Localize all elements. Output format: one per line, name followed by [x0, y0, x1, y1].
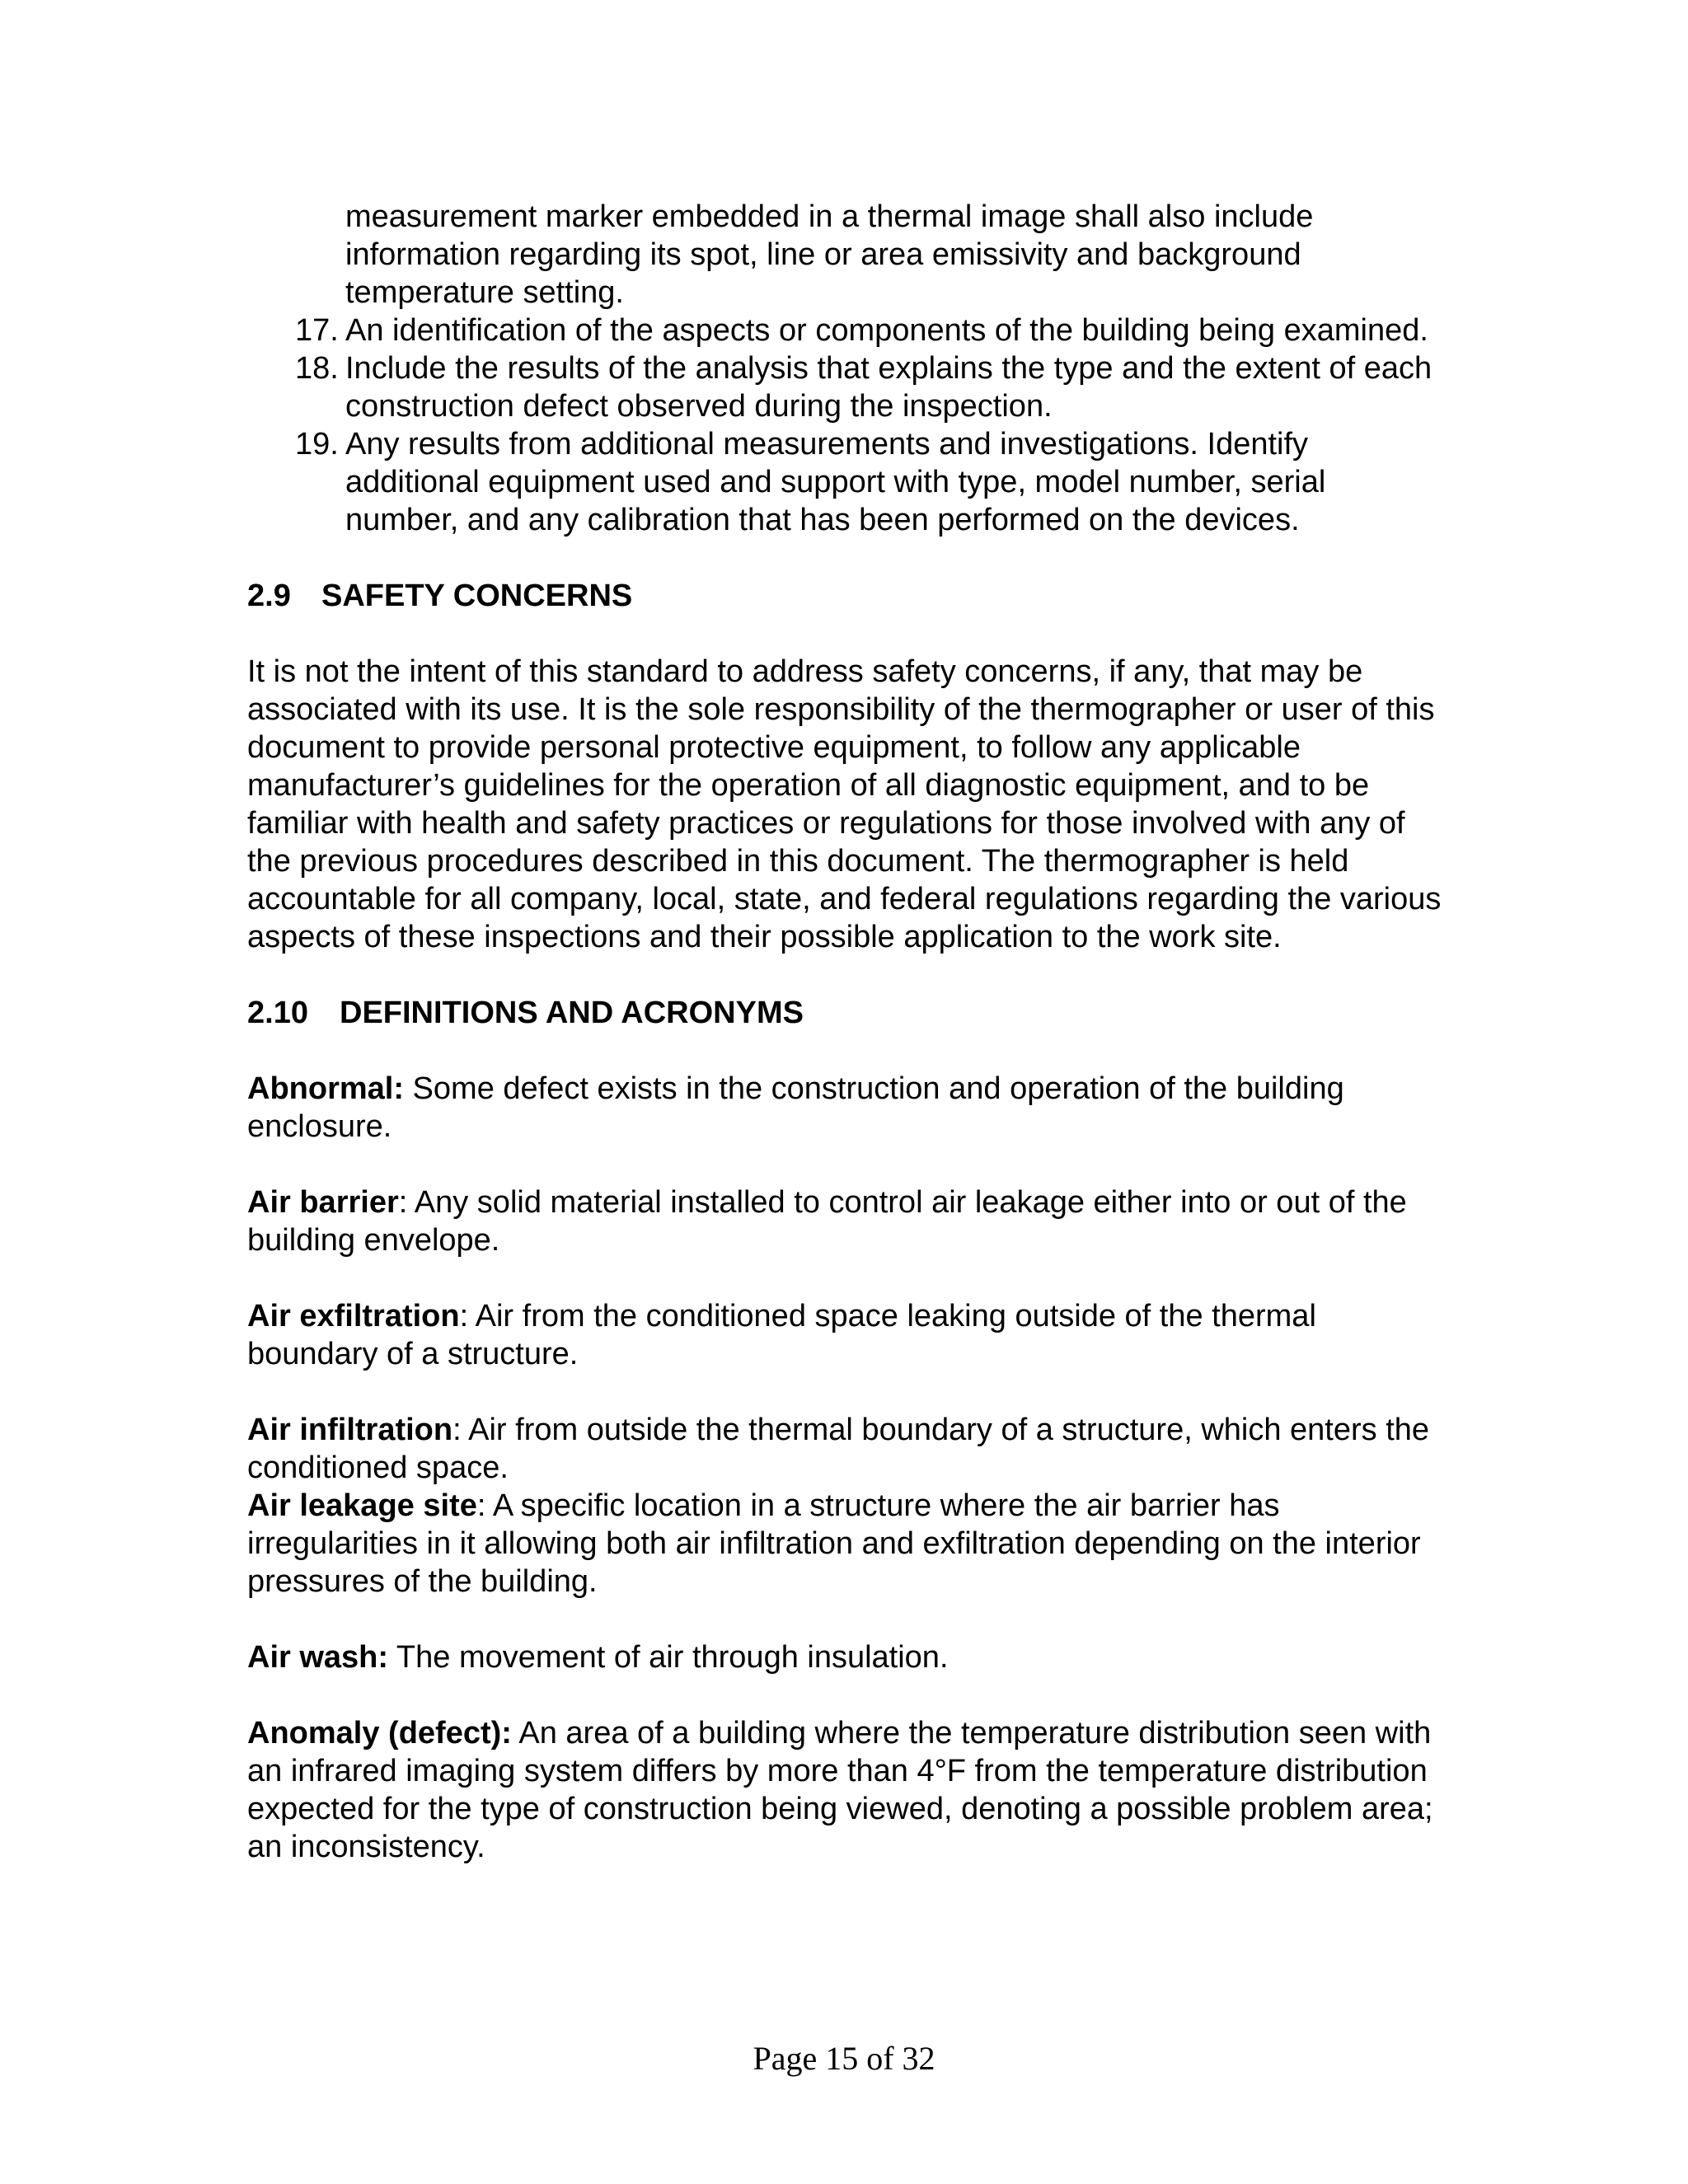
list-item-text: Any results from additional measurements and investigations. Identify additional equipment used and support with type, model number, serial number, and any calibration that has been performed on the devices.: [345, 427, 1326, 537]
definition-separator: :: [398, 1185, 408, 1220]
definition-air-exfiltration: [247, 1297, 1442, 1373]
continuation-paragraph: measurement marker embedded in a thermal image shall also include information regarding its spot, line or area emissivity and background temperature setting.: [345, 199, 1314, 310]
definition-term: Air leakage site: [247, 1488, 477, 1523]
list-item-text: An identification of the aspects or components of the building being examined.: [345, 313, 1428, 348]
definition-air-leakage-site: [247, 1487, 1442, 1601]
list-item-number: 17.: [295, 313, 339, 348]
definition-air-barrier: [247, 1183, 1442, 1259]
definition-term: Air exfiltration: [247, 1299, 460, 1333]
definition-term: Anomaly (defect):: [247, 1716, 512, 1750]
definition-text: The movement of air through insulation.: [388, 1640, 949, 1675]
definition-text: An area of a building where the temperature distribution seen with an infrared imaging system differs by more than 4°F from the temperature distribution expected for the type of construction being viewed, denoting a possible problem area; an inconsistency.: [247, 1716, 1433, 1864]
definition-term: Air barrier: [247, 1185, 399, 1220]
definition-separator: :: [476, 1488, 486, 1523]
definition-separator: :: [459, 1299, 469, 1333]
list-item: [247, 425, 1442, 539]
definition-text: A specific location in a structure where the air barrier has irregularities in it allowing both air infiltration and exfiltration depending on the interior pressures of the building.: [247, 1488, 1421, 1599]
section-heading-definitions: [247, 994, 1442, 1032]
definition-text: Some defect exists in the construction and operation of the building enclosure.: [247, 1071, 1344, 1144]
definition-abnormal: [247, 1070, 1442, 1146]
definition-separator: :: [452, 1413, 462, 1447]
definition-air-wash: [247, 1638, 1442, 1676]
definition-text: Any solid material installed to control air leakage either into or out of the building envelope.: [247, 1185, 1407, 1258]
definition-term: Air infiltration: [247, 1413, 453, 1447]
section-number: 2.10: [247, 996, 308, 1030]
list-item-number: 19.: [295, 427, 339, 462]
definition-air-infiltration: [247, 1411, 1442, 1487]
list-item-text: Include the results of the analysis that explains the type and the extent of each construction defect observed during the inspection.: [345, 351, 1432, 424]
page-content: [247, 198, 1442, 1904]
definition-anomaly: [247, 1714, 1442, 1866]
list-item: [247, 349, 1442, 425]
list-item-number: 18.: [295, 351, 339, 386]
page-number-footer: Page 15 of 32: [753, 2040, 935, 2077]
definition-term: Abnormal:: [247, 1071, 404, 1106]
list-item: [247, 312, 1442, 349]
section-number: 2.9: [247, 579, 291, 613]
section-title: DEFINITIONS AND ACRONYMS: [340, 996, 804, 1030]
numbered-list: [247, 312, 1442, 539]
section-title: SAFETY CONCERNS: [321, 579, 633, 613]
section-heading-safety: [247, 577, 1442, 615]
definition-text: Air from the conditioned space leaking outside of the thermal boundary of a structure.: [247, 1299, 1316, 1371]
safety-paragraph: It is not the intent of this standard to address safety concerns, if any, that may be associated with its use. It is the sole responsibility of the thermographer or user of this document to provide personal protective equipment, to follow any applicable manufacturer’s guidelines for the operation of all diagnostic equipment, and to be familiar with health and safety practices or regulations for those involved with any of the previous procedures described in this document. The thermographer is held accountable for all company, local, state, and federal regulations regarding the various aspects of these inspections and their possible application to the work site.: [247, 654, 1442, 954]
definition-text: Air from outside the thermal boundary of a structure, which enters the conditioned space.: [247, 1413, 1430, 1485]
definition-term: Air wash:: [247, 1640, 389, 1675]
